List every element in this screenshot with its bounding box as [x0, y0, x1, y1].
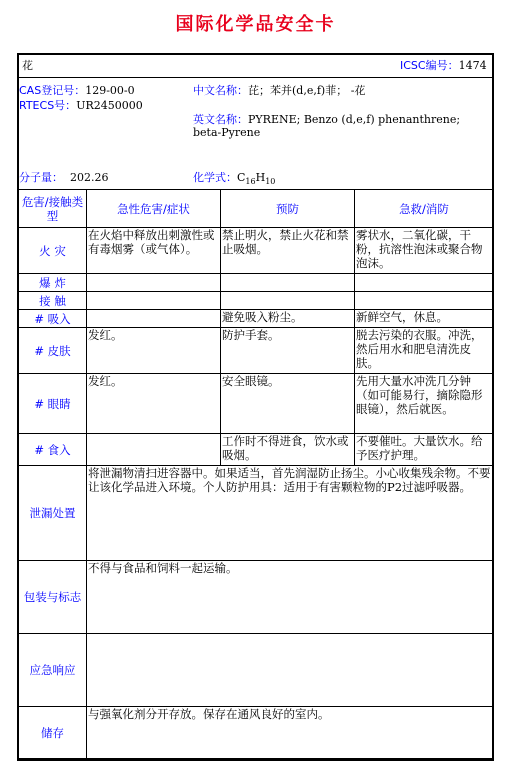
row-hazard	[87, 434, 221, 466]
row-type: # 眼睛	[19, 374, 87, 434]
icsc-label: ICSC编号：	[400, 59, 459, 72]
section-text: 将泄漏物清扫进容器中。如果适当，首先润湿防止扬尘。小心收集残余物。不要让该化学品进入环境。个人防护用具：适用于有害颗粒物的P2过滤呼吸器。	[87, 466, 494, 561]
formula-label: 化学式：	[193, 171, 237, 184]
row-type: 火 灾	[19, 228, 87, 274]
row-prevention: 禁止明火，禁止火花和禁止吸烟。	[221, 228, 355, 274]
table-row	[19, 328, 494, 374]
icsc-value: 1474	[458, 59, 487, 72]
section-row	[19, 466, 494, 561]
section-row	[19, 707, 494, 759]
rtecs-label: RTECS号：	[19, 99, 77, 112]
chemical-name: 花	[22, 59, 33, 72]
en-value: PYRENE; Benzo (d,e,f) phenanthrene; beta-Pyrene	[193, 113, 461, 139]
row-prevention: 安全眼镜。	[221, 374, 355, 434]
row-hazard: 发红。	[87, 374, 221, 434]
cas-number	[19, 84, 135, 97]
row-hazard: 在火焰中释放出刺激性或有毒烟雾（或气体）。	[87, 228, 221, 274]
table-row	[19, 434, 494, 466]
rtecs-value: UR2450000	[76, 99, 143, 112]
section-label: 包装与标志	[19, 561, 87, 634]
table-row	[19, 374, 494, 434]
section-text: 不得与食品和饲料一起运输。	[87, 561, 494, 634]
section-text: 与强氧化剂分开存放。保存在通风良好的室内。	[87, 707, 494, 759]
table-row	[19, 292, 494, 310]
row-type: # 皮肤	[19, 328, 87, 374]
chinese-name	[193, 84, 365, 97]
table-header-row	[19, 190, 494, 228]
header-firstaid: 急救/消防	[355, 190, 494, 228]
formula-h: H	[255, 171, 266, 184]
row-hazard	[87, 310, 221, 328]
section-label: 应急响应	[19, 634, 87, 707]
header-type: 危害/接触类型	[19, 190, 87, 228]
row-firstaid	[355, 292, 494, 310]
row-prevention: 避免吸入粉尘。	[221, 310, 355, 328]
row-firstaid: 雾状水，二氧化碳，干粉，抗溶性泡沫或聚合物泡沫。	[355, 228, 494, 274]
row-firstaid: 新鲜空气，休息。	[355, 310, 494, 328]
cn-value: 芘；苯并(d,e,f)菲； -花	[248, 84, 366, 97]
header-prevention: 预防	[221, 190, 355, 228]
row-type: 接 触	[19, 292, 87, 310]
row-firstaid: 不要催吐。大量饮水。给予医疗护理。	[355, 434, 494, 466]
table-row	[19, 274, 494, 292]
row-type: # 吸入	[19, 310, 87, 328]
row-prevention: 防护手套。	[221, 328, 355, 374]
hazard-table	[18, 189, 494, 759]
row-hazard: 发红。	[87, 328, 221, 374]
cas-value: 129-00-0	[85, 84, 135, 97]
en-label: 英文名称：	[193, 113, 248, 126]
row-firstaid	[355, 274, 494, 292]
row-type: # 食入	[19, 434, 87, 466]
cn-label: 中文名称：	[193, 84, 248, 97]
section-label: 储存	[19, 707, 87, 759]
header-hazard: 急性危害/症状	[87, 190, 221, 228]
header-divider	[18, 77, 493, 78]
formula-c-sub: 16	[245, 177, 256, 187]
mw-value: 202.26	[70, 171, 109, 184]
formula-c: C	[237, 171, 246, 184]
section-text	[87, 634, 494, 707]
cas-label: CAS登记号：	[19, 84, 86, 97]
mw-label: 分子量：	[19, 171, 63, 184]
row-firstaid: 先用大量水冲洗几分钟（如可能易行，摘除隐形眼镜），然后就医。	[355, 374, 494, 434]
row-prevention	[221, 292, 355, 310]
molecular-weight	[19, 171, 109, 184]
row-type: 爆 炸	[19, 274, 87, 292]
icsc-number	[400, 59, 487, 72]
section-row	[19, 634, 494, 707]
rtecs-number	[19, 99, 143, 112]
section-label: 泄漏处置	[19, 466, 87, 561]
row-prevention	[221, 274, 355, 292]
card-title: 国际化学品安全卡	[175, 14, 336, 35]
row-firstaid: 脱去污染的衣服。冲洗，然后用水和肥皂清洗皮肤。	[355, 328, 494, 374]
section-row	[19, 561, 494, 634]
table-row	[19, 310, 494, 328]
row-prevention: 工作时不得进食，饮水或吸烟。	[221, 434, 355, 466]
english-name	[193, 113, 491, 139]
formula-h-sub: 10	[265, 177, 276, 187]
table-row	[19, 228, 494, 274]
chemical-formula	[193, 171, 275, 188]
row-hazard	[87, 274, 221, 292]
row-hazard	[87, 292, 221, 310]
